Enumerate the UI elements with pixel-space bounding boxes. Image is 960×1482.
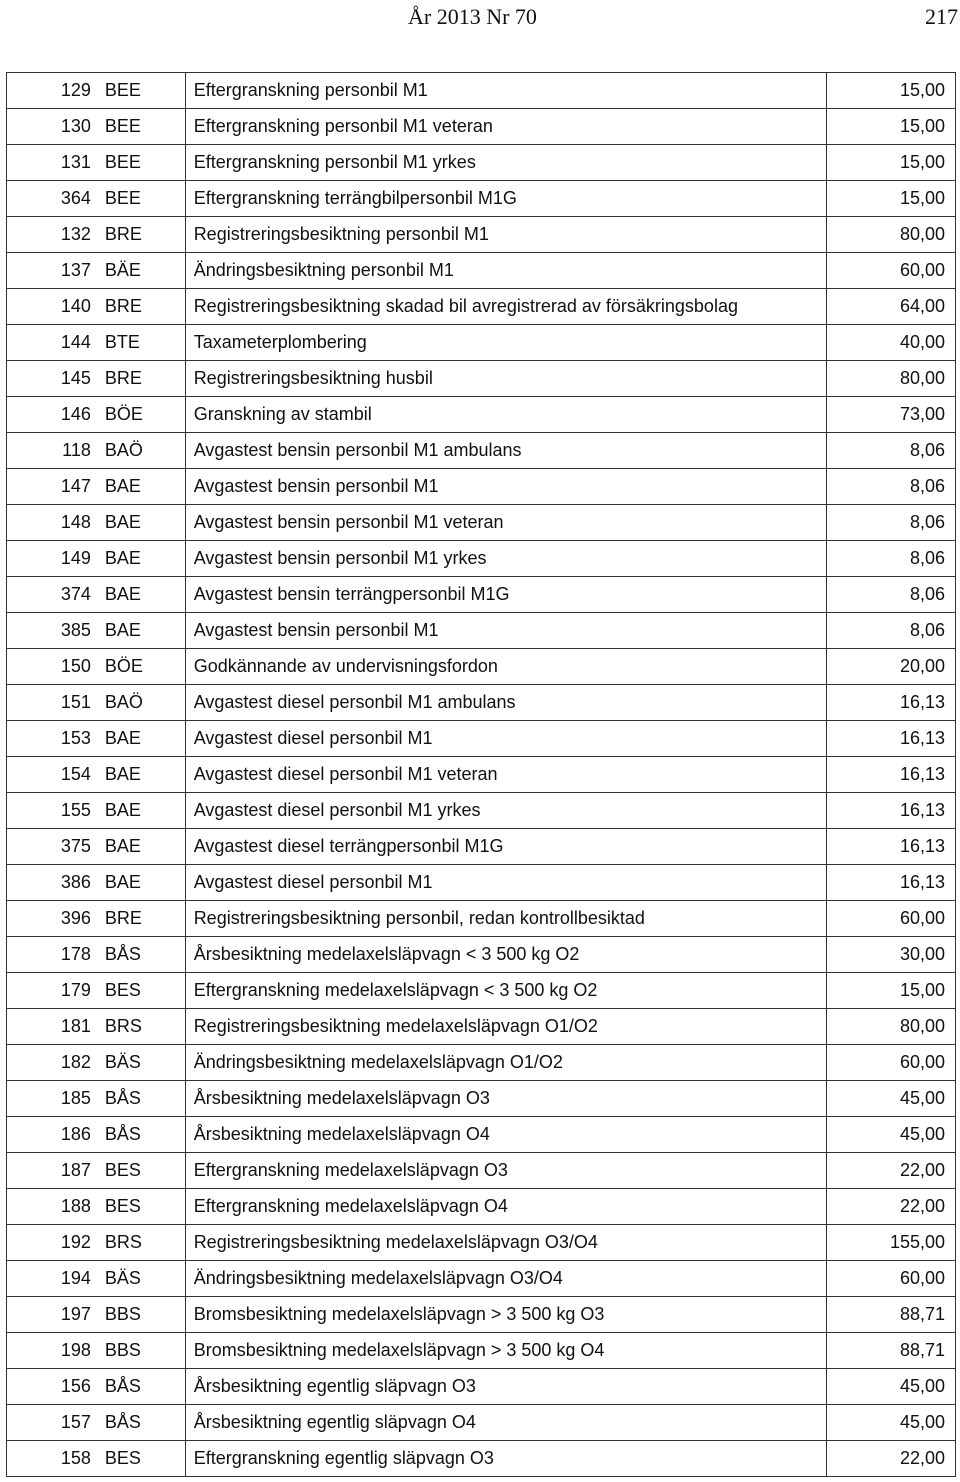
table-row [7, 361, 956, 397]
row-description: Avgastest bensin personbil M1 veteran [185, 505, 826, 541]
row-number: 145 [7, 361, 97, 397]
row-description: Avgastest diesel personbil M1 [185, 865, 826, 901]
row-description: Registreringsbesiktning skadad bil avregistrerad av försäkringsbolag [185, 289, 826, 325]
row-code: BÅS [97, 1369, 185, 1405]
table-row [7, 973, 956, 1009]
table-row [7, 217, 956, 253]
row-fee: 30,00 [826, 937, 955, 973]
row-code: BEE [97, 109, 185, 145]
row-code: BAE [97, 541, 185, 577]
row-number: 385 [7, 613, 97, 649]
row-number: 148 [7, 505, 97, 541]
row-number: 153 [7, 721, 97, 757]
table-row [7, 1261, 956, 1297]
row-code: BES [97, 1189, 185, 1225]
row-code: BTE [97, 325, 185, 361]
row-fee: 15,00 [826, 145, 955, 181]
row-number: 186 [7, 1117, 97, 1153]
row-fee: 88,71 [826, 1297, 955, 1333]
row-fee: 45,00 [826, 1081, 955, 1117]
row-fee: 80,00 [826, 361, 955, 397]
table-row [7, 541, 956, 577]
table-row [7, 1369, 956, 1405]
row-number: 396 [7, 901, 97, 937]
row-description: Avgastest diesel personbil M1 ambulans [185, 685, 826, 721]
row-fee: 40,00 [826, 325, 955, 361]
fee-table [6, 72, 956, 1477]
row-description: Eftergranskning medelaxelsläpvagn O4 [185, 1189, 826, 1225]
row-description: Registreringsbesiktning husbil [185, 361, 826, 397]
row-fee: 73,00 [826, 397, 955, 433]
row-description: Årsbesiktning medelaxelsläpvagn O3 [185, 1081, 826, 1117]
row-fee: 22,00 [826, 1441, 955, 1477]
row-description: Godkännande av undervisningsfordon [185, 649, 826, 685]
row-fee: 8,06 [826, 541, 955, 577]
row-code: BÄS [97, 1045, 185, 1081]
table-row [7, 505, 956, 541]
row-code: BRS [97, 1009, 185, 1045]
table-row [7, 1153, 956, 1189]
row-number: 118 [7, 433, 97, 469]
row-code: BRS [97, 1225, 185, 1261]
row-code: BAÖ [97, 685, 185, 721]
row-fee: 15,00 [826, 181, 955, 217]
table-row [7, 901, 956, 937]
row-number: 198 [7, 1333, 97, 1369]
row-description: Eftergranskning personbil M1 yrkes [185, 145, 826, 181]
row-fee: 8,06 [826, 469, 955, 505]
row-number: 146 [7, 397, 97, 433]
row-code: BÖE [97, 397, 185, 433]
row-code: BRE [97, 289, 185, 325]
row-code: BBS [97, 1297, 185, 1333]
row-description: Ändringsbesiktning personbil M1 [185, 253, 826, 289]
row-fee: 16,13 [826, 865, 955, 901]
table-row [7, 145, 956, 181]
row-code: BÅS [97, 1405, 185, 1441]
row-code: BAE [97, 469, 185, 505]
row-code: BAE [97, 721, 185, 757]
row-number: 144 [7, 325, 97, 361]
row-number: 130 [7, 109, 97, 145]
row-fee: 60,00 [826, 1261, 955, 1297]
row-fee: 64,00 [826, 289, 955, 325]
row-code: BES [97, 1441, 185, 1477]
row-fee: 20,00 [826, 649, 955, 685]
row-fee: 16,13 [826, 757, 955, 793]
row-description: Registreringsbesiktning personbil M1 [185, 217, 826, 253]
row-description: Årsbesiktning egentlig släpvagn O4 [185, 1405, 826, 1441]
row-number: 155 [7, 793, 97, 829]
table-row [7, 613, 956, 649]
table-row [7, 469, 956, 505]
row-number: 150 [7, 649, 97, 685]
row-number: 364 [7, 181, 97, 217]
row-code: BEE [97, 145, 185, 181]
row-number: 185 [7, 1081, 97, 1117]
page-number: 217 [925, 4, 958, 29]
row-code: BÅS [97, 937, 185, 973]
page-header [0, 0, 960, 40]
table-row [7, 253, 956, 289]
row-code: BAE [97, 793, 185, 829]
row-description: Eftergranskning egentlig släpvagn O3 [185, 1441, 826, 1477]
row-number: 147 [7, 469, 97, 505]
row-number: 129 [7, 73, 97, 109]
row-code: BAE [97, 505, 185, 541]
table-row [7, 325, 956, 361]
row-description: Bromsbesiktning medelaxelsläpvagn > 3 500 kg O4 [185, 1333, 826, 1369]
table-row [7, 649, 956, 685]
table-row [7, 1189, 956, 1225]
row-fee: 15,00 [826, 73, 955, 109]
table-row [7, 289, 956, 325]
table-row [7, 757, 956, 793]
table-row [7, 433, 956, 469]
row-number: 158 [7, 1441, 97, 1477]
row-description: Avgastest diesel personbil M1 veteran [185, 757, 826, 793]
row-number: 151 [7, 685, 97, 721]
row-number: 187 [7, 1153, 97, 1189]
table-row [7, 865, 956, 901]
row-description: Registreringsbesiktning medelaxelsläpvagn O1/O2 [185, 1009, 826, 1045]
row-code: BAE [97, 577, 185, 613]
row-fee: 16,13 [826, 829, 955, 865]
row-description: Avgastest bensin personbil M1 [185, 613, 826, 649]
row-description: Avgastest bensin personbil M1 ambulans [185, 433, 826, 469]
row-code: BÄE [97, 253, 185, 289]
row-number: 140 [7, 289, 97, 325]
row-fee: 80,00 [826, 217, 955, 253]
row-fee: 45,00 [826, 1405, 955, 1441]
table-row [7, 1009, 956, 1045]
table-row [7, 1441, 956, 1477]
row-fee: 80,00 [826, 1009, 955, 1045]
row-fee: 16,13 [826, 685, 955, 721]
row-fee: 15,00 [826, 973, 955, 1009]
row-code: BÅS [97, 1117, 185, 1153]
table-row [7, 1297, 956, 1333]
row-fee: 16,13 [826, 793, 955, 829]
row-number: 182 [7, 1045, 97, 1081]
table-row [7, 685, 956, 721]
row-description: Årsbesiktning egentlig släpvagn O3 [185, 1369, 826, 1405]
row-fee: 22,00 [826, 1189, 955, 1225]
row-number: 156 [7, 1369, 97, 1405]
row-fee: 45,00 [826, 1369, 955, 1405]
row-description: Eftergranskning terrängbilpersonbil M1G [185, 181, 826, 217]
row-number: 132 [7, 217, 97, 253]
table-row [7, 73, 956, 109]
row-number: 188 [7, 1189, 97, 1225]
row-code: BAE [97, 829, 185, 865]
row-number: 157 [7, 1405, 97, 1441]
table-row [7, 1225, 956, 1261]
table-row [7, 721, 956, 757]
row-fee: 45,00 [826, 1117, 955, 1153]
row-number: 194 [7, 1261, 97, 1297]
row-description: Årsbesiktning medelaxelsläpvagn O4 [185, 1117, 826, 1153]
row-fee: 8,06 [826, 505, 955, 541]
row-number: 374 [7, 577, 97, 613]
row-fee: 8,06 [826, 613, 955, 649]
row-code: BES [97, 1153, 185, 1189]
row-code: BBS [97, 1333, 185, 1369]
table-row [7, 1405, 956, 1441]
row-fee: 22,00 [826, 1153, 955, 1189]
row-fee: 60,00 [826, 901, 955, 937]
row-description: Avgastest bensin personbil M1 yrkes [185, 541, 826, 577]
table-row [7, 181, 956, 217]
row-description: Avgastest bensin personbil M1 [185, 469, 826, 505]
row-fee: 88,71 [826, 1333, 955, 1369]
publication-title: År 2013 Nr 70 [408, 4, 537, 29]
row-number: 131 [7, 145, 97, 181]
table-row [7, 397, 956, 433]
row-code: BÅS [97, 1081, 185, 1117]
row-code: BEE [97, 181, 185, 217]
row-description: Avgastest bensin terrängpersonbil M1G [185, 577, 826, 613]
row-description: Eftergranskning personbil M1 [185, 73, 826, 109]
row-number: 375 [7, 829, 97, 865]
row-number: 137 [7, 253, 97, 289]
table-row [7, 1117, 956, 1153]
row-description: Årsbesiktning medelaxelsläpvagn < 3 500 kg O2 [185, 937, 826, 973]
table-row [7, 1333, 956, 1369]
row-description: Avgastest diesel personbil M1 [185, 721, 826, 757]
row-number: 149 [7, 541, 97, 577]
row-fee: 8,06 [826, 577, 955, 613]
row-code: BÄS [97, 1261, 185, 1297]
row-fee: 8,06 [826, 433, 955, 469]
row-description: Granskning av stambil [185, 397, 826, 433]
table-row [7, 1045, 956, 1081]
row-code: BES [97, 973, 185, 1009]
row-fee: 155,00 [826, 1225, 955, 1261]
row-description: Registreringsbesiktning personbil, redan kontrollbesiktad [185, 901, 826, 937]
row-number: 386 [7, 865, 97, 901]
row-description: Avgastest diesel personbil M1 yrkes [185, 793, 826, 829]
row-fee: 15,00 [826, 109, 955, 145]
table-row [7, 793, 956, 829]
row-fee: 16,13 [826, 721, 955, 757]
row-code: BAE [97, 613, 185, 649]
row-fee: 60,00 [826, 253, 955, 289]
row-code: BAE [97, 865, 185, 901]
row-description: Eftergranskning personbil M1 veteran [185, 109, 826, 145]
row-number: 179 [7, 973, 97, 1009]
row-code: BRE [97, 901, 185, 937]
row-number: 178 [7, 937, 97, 973]
row-description: Ändringsbesiktning medelaxelsläpvagn O3/O4 [185, 1261, 826, 1297]
row-description: Eftergranskning medelaxelsläpvagn < 3 500 kg O2 [185, 973, 826, 1009]
row-number: 197 [7, 1297, 97, 1333]
row-description: Eftergranskning medelaxelsläpvagn O3 [185, 1153, 826, 1189]
fee-table-body [7, 73, 956, 1477]
row-number: 154 [7, 757, 97, 793]
row-number: 181 [7, 1009, 97, 1045]
row-code: BRE [97, 217, 185, 253]
row-code: BAE [97, 757, 185, 793]
row-description: Taxameterplombering [185, 325, 826, 361]
row-code: BRE [97, 361, 185, 397]
table-row [7, 829, 956, 865]
row-code: BÖE [97, 649, 185, 685]
row-fee: 60,00 [826, 1045, 955, 1081]
table-row [7, 109, 956, 145]
table-row [7, 1081, 956, 1117]
row-description: Registreringsbesiktning medelaxelsläpvagn O3/O4 [185, 1225, 826, 1261]
row-code: BAÖ [97, 433, 185, 469]
table-row [7, 937, 956, 973]
row-number: 192 [7, 1225, 97, 1261]
table-row [7, 577, 956, 613]
row-code: BEE [97, 73, 185, 109]
row-description: Ändringsbesiktning medelaxelsläpvagn O1/O2 [185, 1045, 826, 1081]
row-description: Bromsbesiktning medelaxelsläpvagn > 3 500 kg O3 [185, 1297, 826, 1333]
row-description: Avgastest diesel terrängpersonbil M1G [185, 829, 826, 865]
